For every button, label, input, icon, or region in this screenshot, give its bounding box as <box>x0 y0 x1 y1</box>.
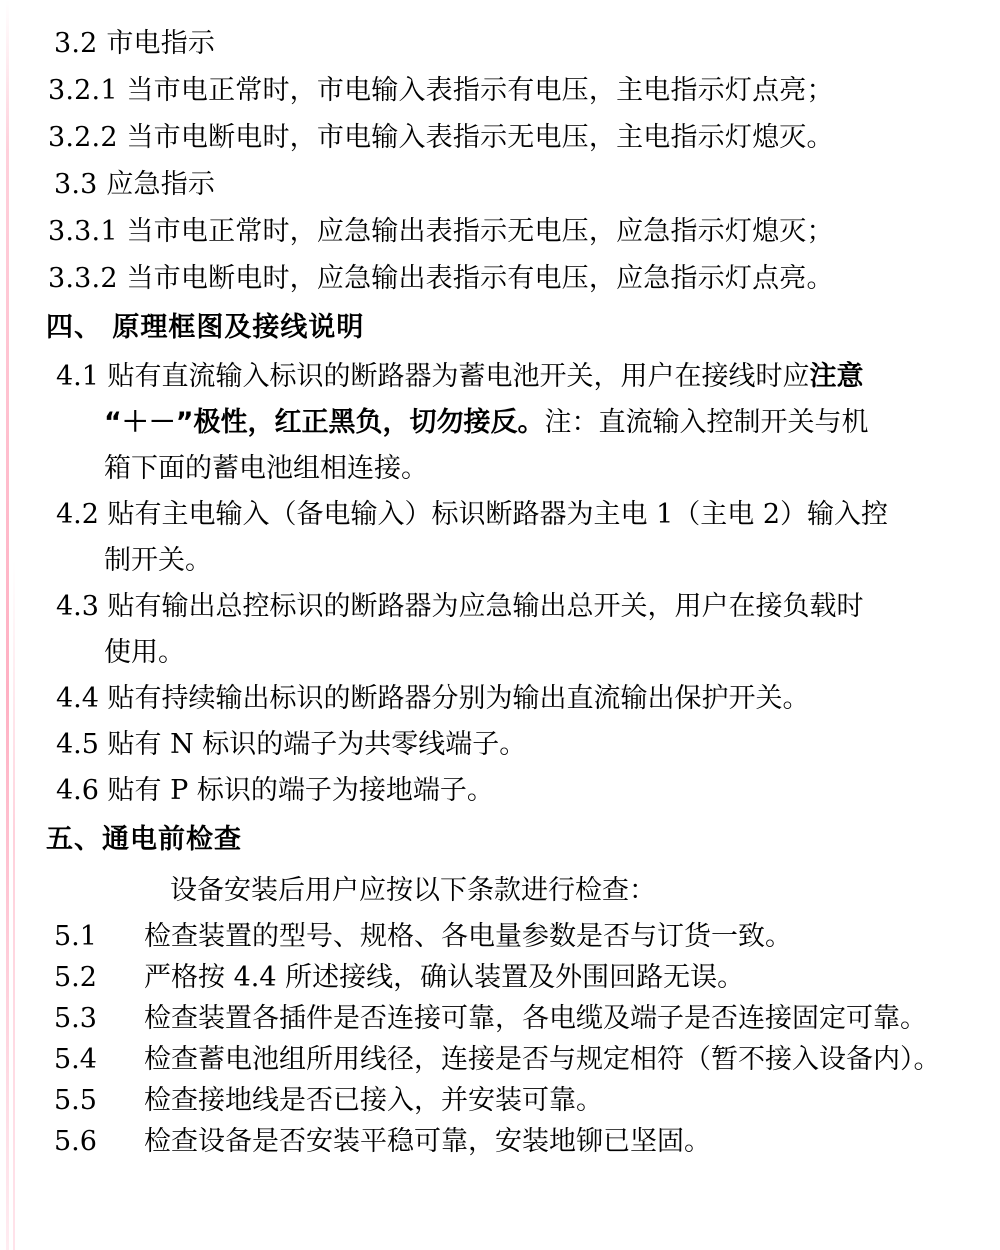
check-item-6 <box>40 1121 964 1162</box>
check-item-3-number: 5.3 <box>54 1003 97 1034</box>
check-item-4 <box>40 1039 964 1080</box>
check-item-4-text: 检查蓄电池组所用线径，连接是否与规定相符（暂不接入设备内）。 <box>144 1044 941 1075</box>
clause-4-2-lead: 4.2 贴有主电输入（备电输入）标识断路器为主电 1（主电 2）输入控 <box>56 499 889 530</box>
clause-4-1-lead: 4.1 贴有直流输入标识的断路器为蓄电池开关，用户在接线时应 <box>56 361 810 392</box>
section-heading-four: 四、 原理框图及接线说明 <box>46 312 365 343</box>
clause-4-5: 4.5 贴有 N 标识的端子为共零线端子。 <box>56 729 527 760</box>
check-item-5 <box>40 1080 964 1121</box>
check-item-4-number: 5.4 <box>54 1044 97 1075</box>
clause-3-2-2: 3.2.2 当市电断电时，市电输入表指示无电压，主电指示灯熄灭。 <box>48 122 834 153</box>
check-item-6-number: 5.6 <box>54 1126 97 1157</box>
clause-4-1-note: 注：直流输入控制开关与机 <box>544 407 869 438</box>
clause-4-1 <box>40 354 964 492</box>
check-item-3 <box>40 998 964 1039</box>
clause-4-6: 4.6 贴有 P 标识的端子为接地端子。 <box>56 775 494 806</box>
check-item-2-number: 5.2 <box>54 962 97 993</box>
check-item-5-text: 检查接地线是否已接入，并安装可靠。 <box>144 1085 603 1116</box>
clause-4-1-bold-emphasis: “＋－”极性，红正黑负，切勿接反。 <box>104 407 545 438</box>
check-item-1 <box>40 916 964 957</box>
check-item-2 <box>40 957 964 998</box>
clause-4-3-second-line: 使用。 <box>104 637 185 668</box>
clause-4-1-second-line <box>56 400 964 446</box>
clause-4-1-bold-start: 注意 <box>809 361 864 392</box>
check-item-3-text: 检查装置各插件是否连接可靠，各电缆及端子是否连接固定可靠。 <box>144 1003 927 1034</box>
check-item-1-text: 检查装置的型号、规格、各电量参数是否与订货一致。 <box>144 921 792 952</box>
section-heading-3-2: 3.2 市电指示 <box>54 28 216 59</box>
clause-4-2 <box>40 492 964 584</box>
check-item-1-number: 5.1 <box>54 921 97 952</box>
clause-4-4: 4.4 贴有持续输出标识的断路器分别为输出直流输出保护开关。 <box>56 683 810 714</box>
check-item-2-text: 严格按 4.4 所述接线，确认装置及外围回路无误。 <box>144 962 745 993</box>
clause-4-2-second-line: 制开关。 <box>104 545 212 576</box>
check-item-5-number: 5.5 <box>54 1085 97 1116</box>
clause-4-3 <box>40 584 964 676</box>
clause-4-3-lead: 4.3 贴有输出总控标识的断路器为应急输出总开关，用户在接负载时 <box>56 591 864 622</box>
clause-3-2-1: 3.2.1 当市电正常时，市电输入表指示有电压，主电指示灯点亮； <box>48 75 834 106</box>
check-item-6-text: 检查设备是否安装平稳可靠，安装地铆已坚固。 <box>144 1126 711 1157</box>
section-five-intro: 设备安装后用户应按以下条款进行检查： <box>170 875 656 906</box>
clause-3-3-1: 3.3.1 当市电正常时，应急输出表指示无电压，应急指示灯熄灭； <box>48 216 834 247</box>
section-heading-3-3: 3.3 应急指示 <box>54 169 216 200</box>
clause-3-3-2: 3.3.2 当市电断电时，应急输出表指示有电压，应急指示灯点亮。 <box>48 263 834 294</box>
clause-4-1-third-line: 箱下面的蓄电池组相连接。 <box>104 453 428 484</box>
section-heading-five: 五、通电前检查 <box>46 824 242 855</box>
